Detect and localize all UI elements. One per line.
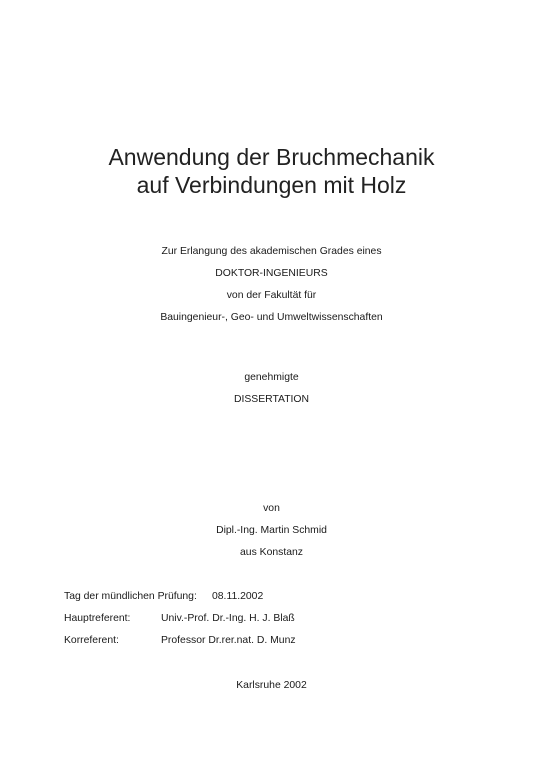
exam-date-value: 08.11.2002 [212, 591, 264, 602]
degree-line-2: DOKTOR-INGENIEURS [215, 268, 328, 279]
thesis-title-line-1: Anwendung der Bruchmechanik [108, 144, 435, 170]
thesis-title-line-2: auf Verbindungen mit Holz [136, 172, 407, 198]
author-name: Dipl.-Ing. Martin Schmid [216, 525, 327, 536]
co-referee-row [64, 634, 296, 647]
co-referee-value: Professor Dr.rer.nat. D. Munz [161, 635, 296, 646]
approved-line-2: DISSERTATION [233, 394, 310, 405]
exam-date-label: Tag der mündlichen Prüfung: [64, 591, 197, 602]
thesis-title [0, 143, 543, 199]
main-referee-row [64, 612, 295, 625]
place-year: Karlsruhe 2002 [236, 680, 307, 691]
approved-line-1: genehmigte [244, 372, 299, 383]
co-referee-label: Korreferent: [64, 635, 119, 646]
main-referee-label: Hauptreferent: [64, 613, 131, 624]
author-von: von [263, 503, 280, 514]
degree-line-3: von der Fakultät für [226, 290, 317, 301]
exam-date-row [64, 590, 264, 603]
main-referee-value: Univ.-Prof. Dr.-Ing. H. J. Blaß [161, 613, 295, 624]
author-origin: aus Konstanz [240, 547, 303, 558]
degree-line-4: Bauingenieur-, Geo- und Umweltwissenschaften [160, 312, 383, 323]
degree-line-1: Zur Erlangung des akademischen Grades eines [161, 246, 382, 257]
